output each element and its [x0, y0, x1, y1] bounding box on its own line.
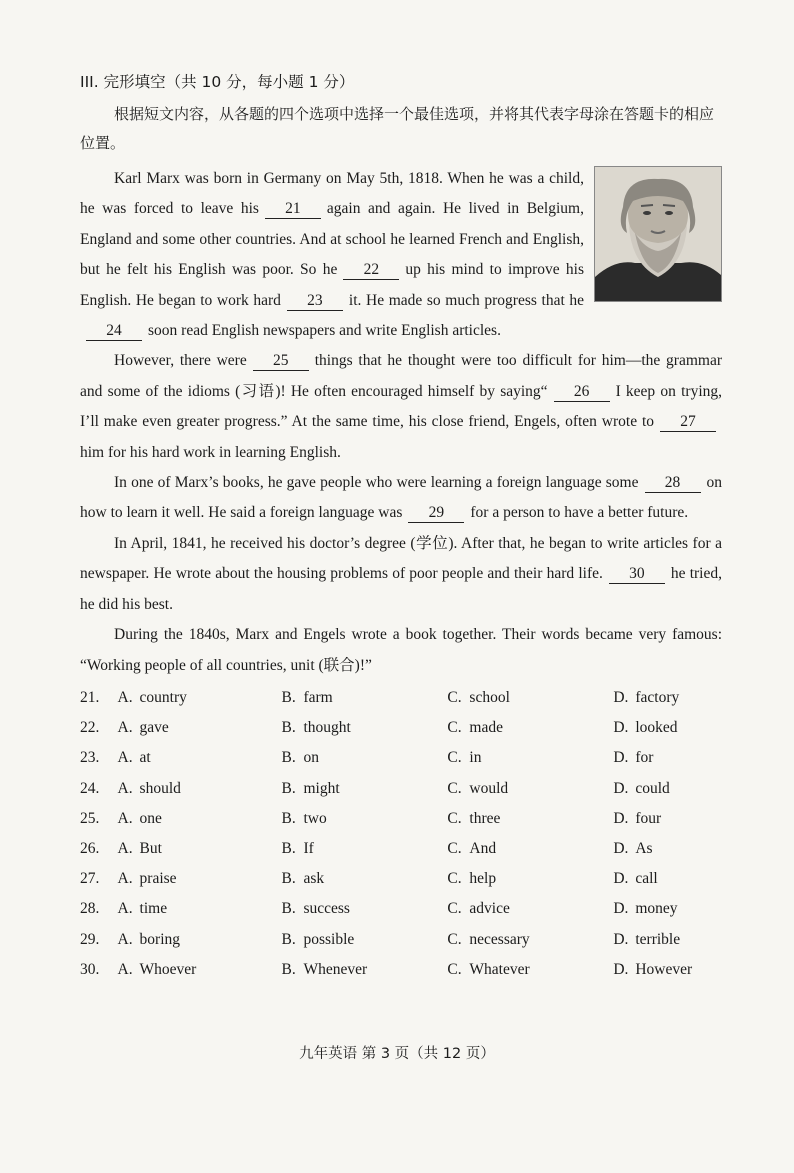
option-letter: D.: [613, 930, 629, 948]
option-c[interactable]: [447, 743, 613, 773]
option-text: school: [469, 688, 510, 706]
option-letter: A.: [117, 870, 133, 888]
blank-28[interactable]: 28: [645, 474, 701, 493]
option-d[interactable]: [613, 743, 722, 773]
option-b[interactable]: [281, 774, 447, 804]
option-text: three: [469, 809, 501, 827]
passage-text: In one of Marx’s books, he gave people who were learning a foreign language some: [114, 474, 639, 492]
option-letter: C.: [447, 779, 462, 797]
option-text: one: [139, 809, 162, 827]
option-b[interactable]: [281, 955, 447, 985]
option-c[interactable]: [447, 774, 613, 804]
option-text: necessary: [469, 930, 530, 948]
option-b[interactable]: [281, 713, 447, 743]
option-b[interactable]: [281, 925, 447, 955]
option-c[interactable]: [447, 713, 613, 743]
option-letter: B.: [281, 719, 296, 737]
option-letter: C.: [447, 839, 462, 857]
option-d[interactable]: [613, 683, 722, 713]
passage-text: I keep on trying, I’ll make even greater progress.” At the same time, his close friend, Engels, often wrote to: [80, 382, 722, 431]
option-row-25: [80, 804, 722, 834]
option-a[interactable]: [118, 683, 282, 713]
option-a[interactable]: [118, 713, 282, 743]
option-letter: D.: [613, 839, 629, 857]
option-text: country: [139, 688, 187, 706]
option-row-27: [80, 864, 722, 894]
blank-24[interactable]: 24: [86, 322, 142, 341]
passage-text: Karl Marx was born in Germany on May 5th, 1818. When he was a child, he was forced to leave his: [80, 170, 584, 218]
option-text: help: [469, 870, 497, 888]
option-letter: D.: [613, 809, 629, 827]
option-text: advice: [469, 900, 510, 918]
option-b[interactable]: [281, 894, 447, 924]
question-number: 22.: [80, 719, 100, 737]
option-letter: B.: [281, 688, 296, 706]
option-row-24: [80, 774, 722, 804]
karl-marx-portrait-icon: [595, 167, 721, 301]
option-text: would: [469, 779, 509, 797]
passage-text: it. He made so much progress that he: [348, 291, 585, 309]
option-row-23: [80, 743, 722, 773]
option-letter: C.: [447, 960, 462, 978]
option-text: should: [139, 779, 181, 797]
option-c[interactable]: [447, 894, 613, 924]
option-text: might: [303, 779, 340, 797]
blank-27[interactable]: 27: [660, 413, 716, 432]
option-letter: C.: [447, 719, 462, 737]
option-d[interactable]: [613, 774, 722, 804]
option-letter: A.: [117, 839, 133, 857]
option-text: made: [469, 719, 503, 737]
passage-text: he tried, he did his best.: [80, 565, 722, 613]
question-number: 28.: [80, 900, 100, 918]
option-letter: A.: [117, 930, 133, 948]
option-a[interactable]: [118, 864, 282, 894]
option-letter: C.: [447, 870, 462, 888]
passage-text: again and again. He lived in Belgium, England and some other countries. And at school he learned French and English, but he felt his English was poor. So he: [80, 200, 584, 279]
option-letter: D.: [613, 870, 629, 888]
option-letter: D.: [613, 900, 629, 918]
blank-21[interactable]: 21: [265, 200, 321, 219]
option-text: on: [303, 749, 319, 767]
option-text: And: [469, 839, 497, 857]
passage-text: things that he thought were too difficult for him—the grammar and some of the idioms (习语)! He often encouraged himself by saying“: [80, 352, 722, 400]
option-text: in: [469, 749, 482, 767]
option-b[interactable]: [281, 804, 447, 834]
question-number: 27.: [80, 870, 100, 888]
option-row-26: [80, 834, 722, 864]
option-letter: D.: [613, 688, 629, 706]
option-text: time: [139, 900, 168, 918]
option-letter: A.: [117, 809, 133, 827]
option-d[interactable]: [613, 955, 722, 985]
option-text: farm: [303, 688, 333, 706]
option-letter: D.: [613, 960, 629, 978]
question-number: 24.: [80, 779, 100, 797]
option-text: ask: [303, 870, 325, 888]
option-letter: D.: [613, 749, 629, 767]
option-text: two: [303, 809, 327, 827]
option-d[interactable]: [613, 804, 722, 834]
option-d[interactable]: [613, 925, 722, 955]
option-text: factory: [635, 688, 680, 706]
blank-25[interactable]: 25: [253, 352, 309, 371]
option-c[interactable]: [447, 683, 613, 713]
option-text: However: [635, 960, 693, 978]
option-letter: B.: [281, 930, 296, 948]
option-c[interactable]: [447, 834, 613, 864]
blank-22[interactable]: 22: [343, 261, 399, 280]
passage-text: him for his hard work in learning English.: [80, 443, 341, 461]
option-b[interactable]: [281, 743, 447, 773]
option-text: four: [635, 809, 662, 827]
option-letter: B.: [281, 870, 296, 888]
option-text: gave: [139, 719, 169, 737]
option-text: looked: [635, 719, 678, 737]
option-row-22: [80, 713, 722, 743]
option-text: at: [139, 749, 151, 767]
option-d[interactable]: [613, 894, 722, 924]
paragraph-2: [80, 346, 722, 468]
option-letter: C.: [447, 809, 462, 827]
option-c[interactable]: [447, 804, 613, 834]
option-a[interactable]: [118, 804, 282, 834]
question-number: 25.: [80, 809, 100, 827]
question-number: 29.: [80, 930, 100, 948]
option-text: terrible: [635, 930, 681, 948]
option-text: Whenever: [303, 960, 368, 978]
paragraph-4: [80, 529, 722, 620]
passage-text: on how to learn it well. He said a foreign language was: [80, 474, 722, 522]
option-a[interactable]: [118, 834, 282, 864]
cloze-passage: [80, 164, 722, 681]
option-letter: C.: [447, 900, 462, 918]
option-text: boring: [139, 930, 180, 948]
option-letter: B.: [281, 749, 296, 767]
option-letter: C.: [447, 688, 462, 706]
option-text: for: [635, 749, 654, 767]
option-text: could: [635, 779, 670, 797]
paragraph-3: [80, 468, 722, 529]
section-instructions: 根据短文内容，从各题的四个选项中选择一个最佳选项，并将其代表字母涂在答题卡的相应位置。: [80, 105, 715, 152]
option-letter: C.: [447, 749, 462, 767]
option-d[interactable]: [613, 864, 722, 894]
option-row-30: [80, 955, 722, 985]
option-letter: B.: [281, 779, 296, 797]
blank-26[interactable]: 26: [554, 383, 610, 402]
passage-text: for a person to have a better future.: [470, 504, 689, 522]
blank-23[interactable]: 23: [287, 292, 343, 311]
portrait-image: [594, 166, 722, 302]
paragraph-1: [80, 164, 722, 346]
question-number: 23.: [80, 749, 100, 767]
option-a[interactable]: [118, 955, 282, 985]
option-letter: A.: [117, 749, 133, 767]
option-d[interactable]: [613, 834, 722, 864]
option-d[interactable]: [613, 713, 722, 743]
option-text: call: [635, 870, 658, 888]
blank-30[interactable]: 30: [609, 565, 665, 584]
option-a[interactable]: [118, 894, 282, 924]
option-text: money: [635, 900, 678, 918]
option-a[interactable]: [118, 925, 282, 955]
option-letter: B.: [281, 809, 296, 827]
passage-text: During the 1840s, Marx and Engels wrote a book together. Their words became very famous: “Working people of all countries, unit (联合)!”: [80, 626, 722, 674]
option-b[interactable]: [281, 864, 447, 894]
option-text: Whatever: [469, 960, 530, 978]
exam-page: [80, 70, 722, 985]
option-letter: B.: [281, 839, 296, 857]
question-number: 26.: [80, 839, 100, 857]
option-letter: B.: [281, 960, 296, 978]
option-letter: A.: [117, 719, 133, 737]
passage-text: up his mind to improve his English. He began to work hard: [80, 261, 585, 309]
option-a[interactable]: [118, 743, 282, 773]
option-text: As: [635, 839, 653, 857]
option-a[interactable]: [118, 774, 282, 804]
question-number: 30.: [80, 960, 100, 978]
option-text: success: [303, 900, 350, 918]
option-text: If: [303, 839, 314, 857]
option-text: thought: [303, 719, 351, 737]
options-list: [80, 683, 722, 985]
passage-text: In April, 1841, he received his doctor’s degree (学位). After that, he began to write articles for a newspaper. He wrote about the housing problems of poor people and their hard life.: [80, 534, 722, 583]
option-letter: A.: [117, 688, 133, 706]
option-c[interactable]: [447, 955, 613, 985]
option-text: Whoever: [139, 960, 197, 978]
option-letter: A.: [117, 900, 133, 918]
option-letter: D.: [613, 719, 629, 737]
paragraph-5: [80, 620, 722, 681]
option-text: But: [139, 839, 162, 857]
question-number: 21.: [80, 688, 100, 706]
option-b[interactable]: [281, 834, 447, 864]
option-letter: D.: [613, 779, 629, 797]
passage-text: soon read English newspapers and write English articles.: [148, 322, 501, 340]
passage-text: However, there were: [114, 352, 247, 370]
option-c[interactable]: [447, 925, 613, 955]
option-letter: A.: [117, 960, 133, 978]
option-text: praise: [139, 870, 177, 888]
option-row-28: [80, 894, 722, 924]
option-letter: C.: [447, 930, 462, 948]
option-letter: A.: [117, 779, 133, 797]
option-b[interactable]: [281, 683, 447, 713]
option-c[interactable]: [447, 864, 613, 894]
option-letter: B.: [281, 900, 296, 918]
option-row-29: [80, 925, 722, 955]
section-title: III. 完形填空（共 10 分，每小题 1 分）: [80, 73, 355, 91]
blank-29[interactable]: 29: [408, 504, 464, 523]
option-row-21: [80, 683, 722, 713]
option-text: possible: [303, 930, 355, 948]
page-footer: 九年英语 第 3 页（共 12 页）: [299, 1046, 495, 1062]
